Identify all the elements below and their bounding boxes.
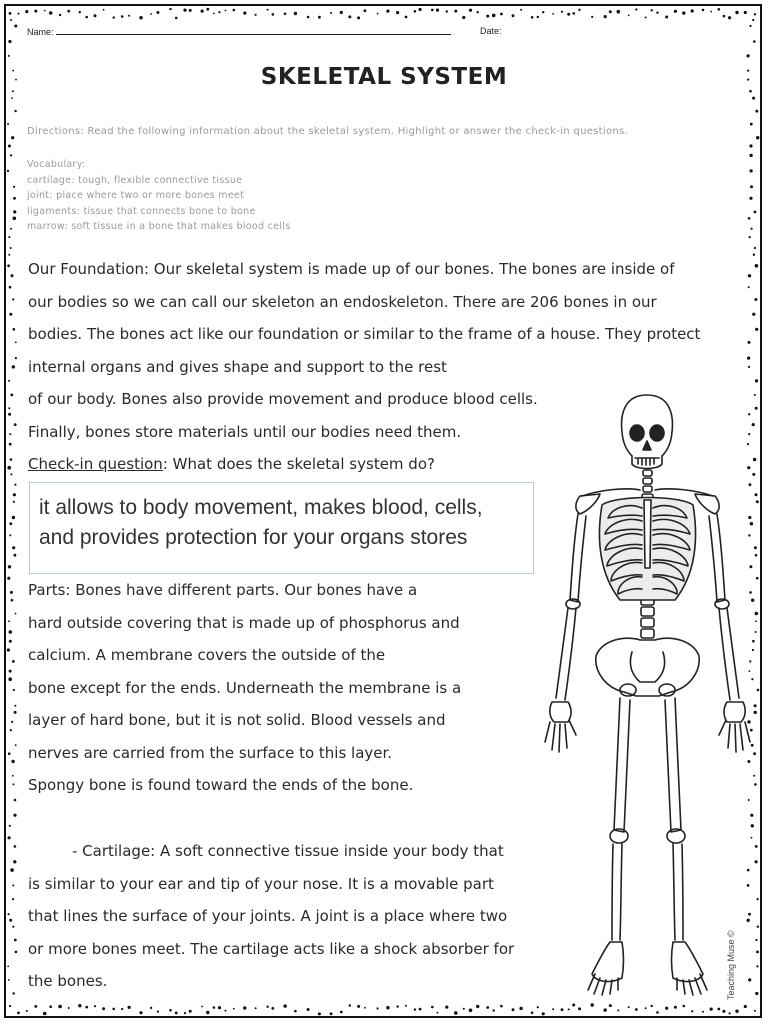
paragraph-line: of our body. Bones also provide movement and produce blood cells. (28, 390, 538, 408)
copyright-credit: Teaching Muse © (726, 930, 736, 1000)
right-foot (672, 942, 708, 995)
name-label: Name: (27, 27, 54, 37)
cartilage-paragraph (28, 835, 514, 998)
paragraph-line: nerves are carried from the surface to this layer. (28, 743, 393, 762)
paragraph-line: bone except for the ends. Underneath the membrane is a (28, 678, 462, 697)
paragraph-line (28, 835, 514, 868)
right-hand (719, 702, 750, 752)
paragraph-line: our bodies so we can call our skeleton an endoskeleton. There are 206 bones in our (28, 292, 657, 311)
name-blank[interactable] (56, 26, 451, 35)
right-femur (665, 698, 681, 832)
paragraph-line: hard outside covering that is made up of phosphorus and (28, 613, 460, 632)
vocabulary-item: joint: place where two or more bones meet (27, 190, 245, 201)
checkin-label: Check-in question (28, 455, 163, 473)
left-humerus (570, 514, 586, 602)
vocabulary-item: cartilage: tough, flexible connective tissue (27, 174, 243, 186)
vocabulary-item: marrow: soft tissue in a bone that makes blood cells (27, 221, 291, 232)
directions-text: Directions: Read the following information about the skeletal system. Highlight or answer the check-in questions. (27, 126, 629, 137)
answer-text-box[interactable] (29, 482, 534, 574)
date-field-line (480, 26, 502, 36)
skeleton-illustration (540, 390, 755, 1000)
answer-line: and provides protection for your organs stores (39, 526, 468, 549)
pelvis (596, 638, 699, 696)
paragraph-line: or more bones meet. The cartilage acts like a shock absorber for (28, 939, 515, 958)
page-title: SKELETAL SYSTEM (260, 64, 508, 90)
paragraph-line: Finally, bones store materials until our bodies need them. (28, 422, 462, 441)
vocabulary-item: ligaments: tissue that connects bone to bone (27, 205, 256, 217)
left-femur (614, 698, 630, 832)
vocabulary-heading: Vocabulary: (27, 159, 86, 170)
paragraph-line: bodies. The bones act like our foundation or similar to the frame of a house. They protect (28, 325, 701, 343)
left-foot (588, 942, 624, 995)
checkin-text: : What does the skeletal system do? (162, 455, 435, 473)
paragraph-line: layer of hard bone, but it is not solid. Blood vessels and (28, 711, 446, 729)
paragraph-line: internal organs and gives shape and support to the rest (28, 357, 447, 376)
paragraph-line: the bones. (28, 972, 108, 990)
left-hand (545, 702, 576, 752)
paragraph-line: that lines the surface of your joints. A joint is a place where two (28, 907, 508, 925)
name-field-line (27, 26, 451, 37)
paragraph-line: Spongy bone is found toward the ends of the bone. (28, 776, 414, 794)
right-humerus (709, 514, 725, 602)
paragraph-line: Parts: Bones have different parts. Our bones have a (28, 581, 418, 599)
paragraph-line-text: - Cartilage: A soft connective tissue inside your body that (72, 842, 504, 860)
parts-paragraph (28, 574, 461, 802)
answer-line: it allows to body movement, makes blood, cells, (39, 496, 483, 519)
vocabulary-list (27, 157, 427, 235)
date-label: Date: (480, 26, 502, 36)
paragraph-line: calcium. A membrane covers the outside of the (28, 646, 386, 664)
paragraph-line: is similar to your ear and tip of your nose. It is a movable part (28, 874, 494, 893)
paragraph-line: Our Foundation: Our skeletal system is made up of our bones. The bones are inside of (28, 260, 675, 278)
